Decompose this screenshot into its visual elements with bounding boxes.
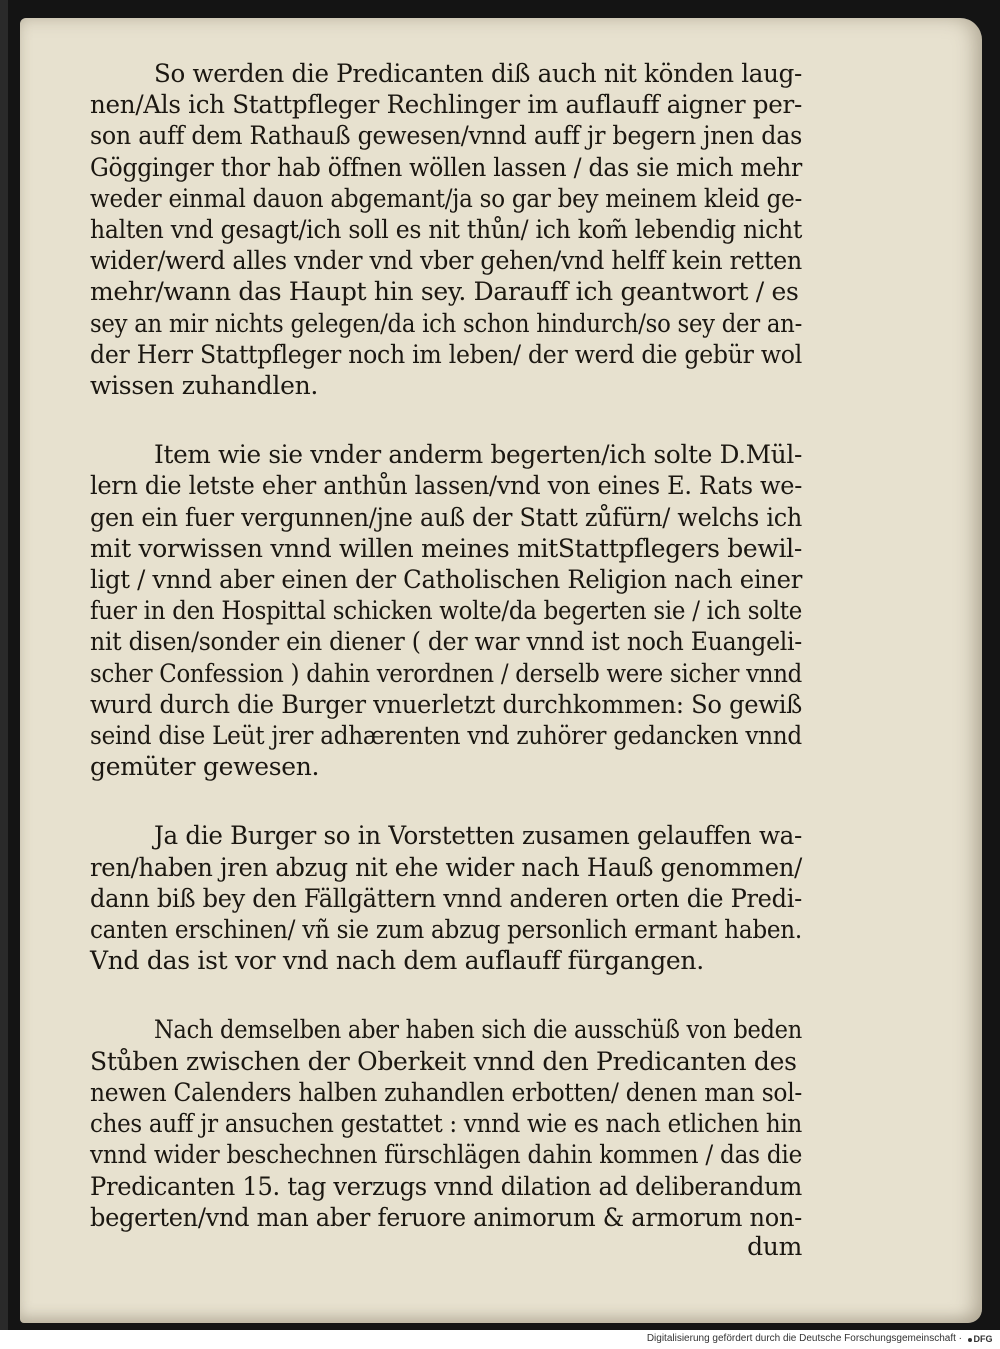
text-line: fuer in den Hospittal schicken wolte/da begerten sie / ich solte: [90, 596, 803, 626]
funding-credit: Digitalisierung gefördert durch die Deutsche Forschungsgemeinschaft ·: [646, 1333, 962, 1344]
paragraph-2: [90, 439, 802, 782]
text-line: der Herr Stattpfleger noch im leben/ der werd die gebür wol: [90, 339, 802, 369]
text-line: Ja die Burger so in Vorstetten zusamen gelauffen wa-: [154, 821, 803, 851]
text-line: mit vorwissen vnnd willen meines mitStattpflegers bewil-: [90, 533, 803, 563]
text-line: lern die letste eher anthůn lassen/vnd von eines E. Rats we-: [90, 471, 803, 501]
text-line: ligt / vnnd aber einen der Catholischen Religion nach einer: [90, 565, 803, 595]
text-line: wurd durch die Burger vnuerletzt durchkommen: So gewiß: [90, 689, 802, 719]
text-line: So werden die Predicanten diß auch nit könden laug-: [154, 59, 803, 88]
text-line: Nach demselben aber haben sich die ausschüß von beden: [154, 1015, 802, 1045]
footer-bar: [0, 1330, 1000, 1349]
text-line: canten erschinen/ vñ sie zum abzug personlich ermant haben.: [90, 915, 802, 945]
book-page: [20, 18, 982, 1323]
dfg-logo-icon: [966, 1332, 994, 1346]
paragraph-3: [90, 820, 802, 976]
paragraph-4: [90, 1014, 802, 1262]
dfg-logo-label: DFG: [973, 1334, 993, 1344]
text-line: scher Confession ) dahin verordnen / derselb were sicher vnnd: [90, 658, 803, 688]
text-line: ren/haben jren abzug nit ehe wider nach Hauß genommen/: [90, 852, 802, 882]
paragraph-1: [90, 58, 802, 401]
text-line: Stůben zwischen der Oberkeit vnnd den Predicanten des: [90, 1046, 797, 1076]
text-line: nit disen/sonder ein diener ( der war vnnd ist noch Euangeli-: [90, 627, 802, 657]
text-line: ches auff jr ansuchen gestattet : vnnd wie es nach etlichen hin: [90, 1109, 803, 1139]
text-line: Vnd das ist vor vnd nach dem auflauff fürgangen.: [90, 946, 704, 976]
text-line: wissen zuhandlen.: [90, 371, 319, 401]
text-line: gemüter gewesen.: [90, 752, 320, 782]
text-line: newen Calenders halben zuhandlen erbotten/ denen man sol-: [90, 1077, 803, 1107]
text-line: Gögginger thor hab öffnen wöllen lassen / das sie mich mehr: [90, 152, 803, 182]
page-body: [90, 58, 802, 1262]
text-line: halten vnd gesagt/ich soll es nit thůn/ ich kom̃ lebendig nicht: [90, 215, 803, 245]
text-line: seind dise Leüt jrer adhærenten vnd zuhörer gedancken vnnd: [90, 721, 802, 751]
text-line: Predicanten 15. tag verzugs vnnd dilation ad deliberandum: [90, 1171, 802, 1201]
text-line: wider/werd alles vnder vnd vber gehen/vnd helff kein retten: [90, 246, 803, 276]
text-line: son auff dem Rathauß gewesen/vnnd auff jr begern jnen das: [90, 121, 803, 151]
text-line: gen ein fuer vergunnen/jne auß der Statt zůfürn/ welchs ich: [90, 502, 802, 532]
text-line: nen/Als ich Stattpfleger Rechlinger im auflauff aigner per-: [90, 90, 802, 120]
text-line: sey an mir nichts gelegen/da ich schon hindurch/so sey der an-: [90, 308, 803, 338]
text-line: weder einmal dauon abgemant/ja so gar bey meinem kleid ge-: [90, 183, 802, 213]
text-line: vnnd wider beschechnen fürschlägen dahin kommen / das die: [90, 1140, 803, 1170]
catchword: dum: [747, 1231, 802, 1261]
text-line: Item wie sie vnder anderm begerten/ich solte D.Mül-: [154, 440, 803, 470]
text-line: dann biß bey den Fällgättern vnnd anderen orten die Predi-: [90, 883, 802, 913]
text-line: mehr/wann das Haupt hin sey. Darauff ich geantwort / es: [90, 277, 799, 307]
text-line: begerten/vnd man aber feruore animorum & armorum non-: [90, 1202, 803, 1232]
scan-edge: [0, 0, 8, 1330]
